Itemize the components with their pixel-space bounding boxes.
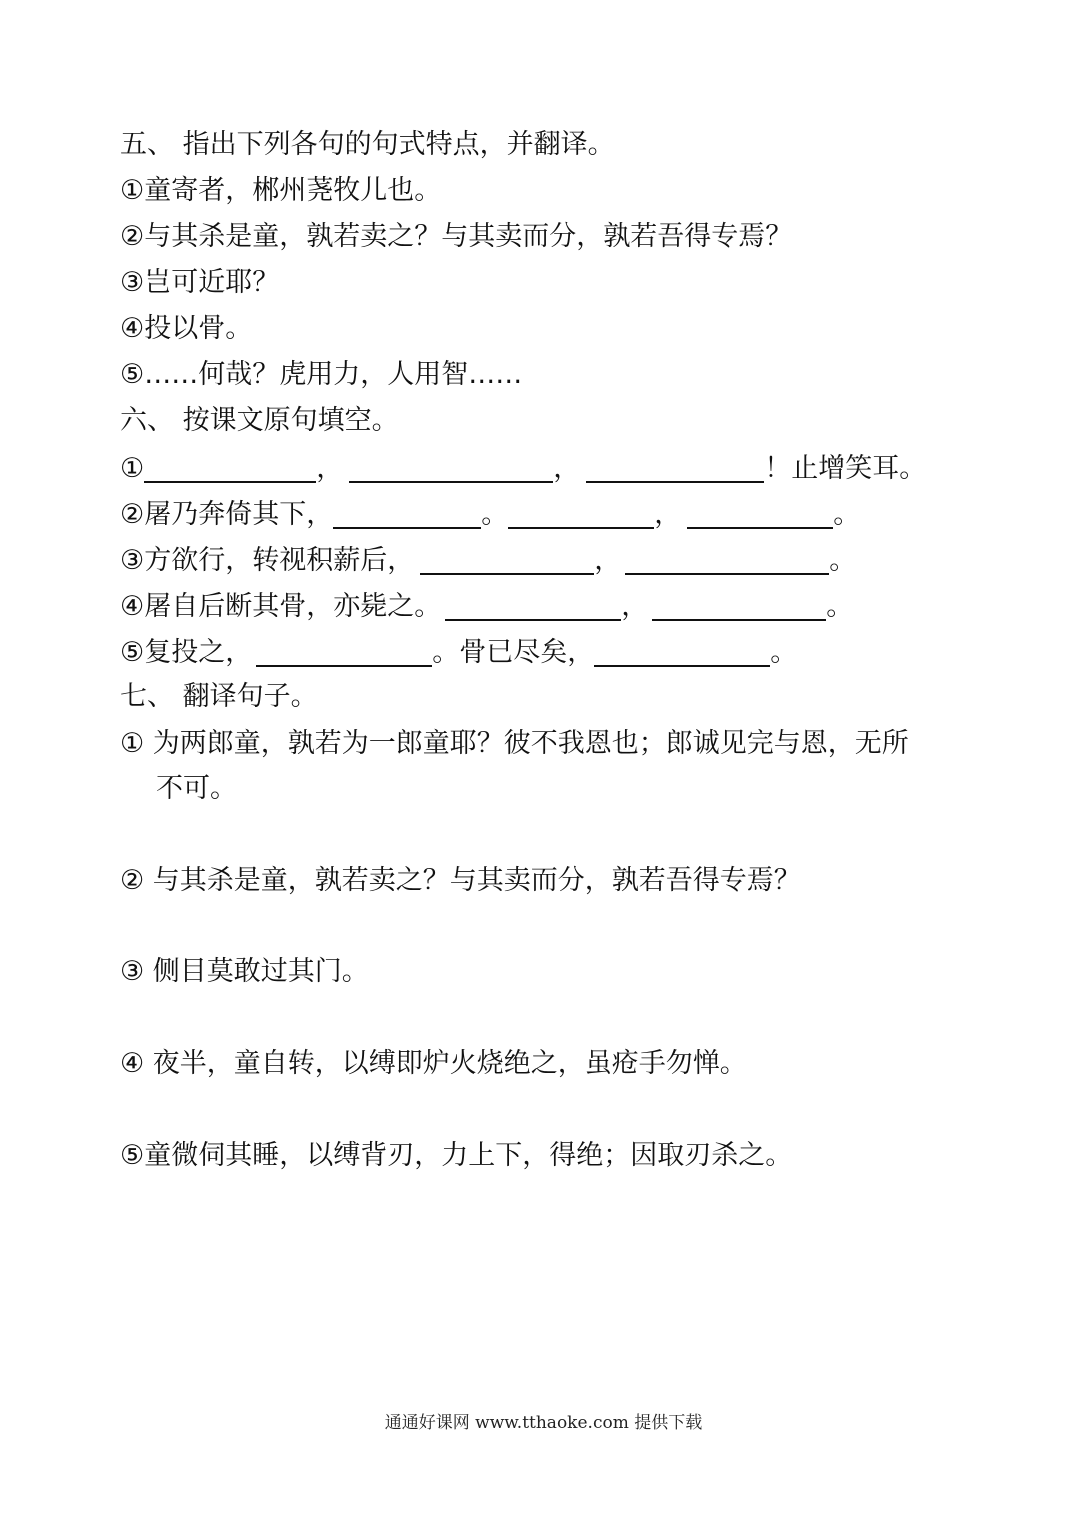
answer-blank[interactable] [256, 639, 432, 667]
period: 。 [770, 637, 798, 668]
section5-item-1: ①童寄者，郴州荛牧儿也。 [120, 175, 442, 206]
translate-item-1-continued: 不可。 [156, 773, 237, 804]
fill-question-1 [120, 452, 926, 486]
fill-question-4 [120, 590, 853, 624]
answer-blank[interactable] [625, 547, 829, 575]
comma: ， [316, 453, 344, 484]
page-footer: 通通好课网 www.tthaoke.com 提供下载 [384, 1413, 703, 1433]
fill-question-5 [120, 636, 797, 670]
answer-blank[interactable] [586, 455, 764, 483]
fill-question-2 [120, 498, 860, 532]
answer-blank[interactable] [420, 547, 594, 575]
translate-item-2: ② 与其杀是童，孰若卖之？与其卖而分，孰若吾得专焉？ [120, 865, 801, 896]
answer-blank[interactable] [333, 501, 481, 529]
question-lead: ②屠乃奔倚其下， [120, 499, 334, 530]
answer-blank[interactable] [349, 455, 553, 483]
fill-question-3 [120, 544, 856, 578]
section5-title: 五、 指出下列各句的句式特点，并翻译。 [120, 129, 615, 160]
question-middle: 。骨已尽矣， [432, 637, 595, 668]
answer-blank[interactable] [594, 639, 770, 667]
comma: ， [621, 591, 649, 622]
section7-title: 七、 翻译句子。 [120, 681, 318, 712]
comma: ， [594, 545, 622, 576]
question-ending: ！止增笑耳。 [764, 453, 927, 484]
answer-blank[interactable] [652, 593, 826, 621]
translate-item-4: ④ 夜半，童自转，以缚即炉火烧绝之，虽疮手勿惮。 [120, 1048, 747, 1079]
comma: ， [654, 499, 682, 530]
question-lead: ③方欲行，转视积薪后， [120, 545, 415, 576]
period: 。 [481, 499, 509, 530]
section5-item-4: ④投以骨。 [120, 313, 253, 344]
translate-item-5: ⑤童微伺其睡，以缚背刃，力上下，得绝；因取刃杀之。 [120, 1140, 793, 1171]
period: 。 [826, 591, 854, 622]
answer-blank[interactable] [144, 455, 316, 483]
answer-blank[interactable] [445, 593, 621, 621]
answer-blank[interactable] [508, 501, 654, 529]
section5-item-2: ②与其杀是童，孰若卖之？与其卖而分，孰若吾得专焉？ [120, 221, 793, 252]
question-lead: ④屠自后断其骨，亦毙之。 [120, 591, 442, 622]
question-number: ① [120, 453, 145, 484]
section6-title: 六、 按课文原句填空。 [120, 405, 399, 436]
period: 。 [833, 499, 861, 530]
section5-item-3: ③岂可近耶？ [120, 267, 280, 298]
question-lead: ⑤复投之， [120, 637, 253, 668]
section5-item-5: ⑤……何哉？虎用力，人用智…… [120, 359, 523, 390]
period: 。 [829, 545, 857, 576]
comma: ， [553, 453, 581, 484]
translate-item-1: ① 为两郎童，孰若为一郎童耶？彼不我恩也；郎诚见完与恩，无所 [120, 728, 909, 759]
answer-blank[interactable] [687, 501, 833, 529]
translate-item-3: ③ 侧目莫敢过其门。 [120, 956, 369, 987]
